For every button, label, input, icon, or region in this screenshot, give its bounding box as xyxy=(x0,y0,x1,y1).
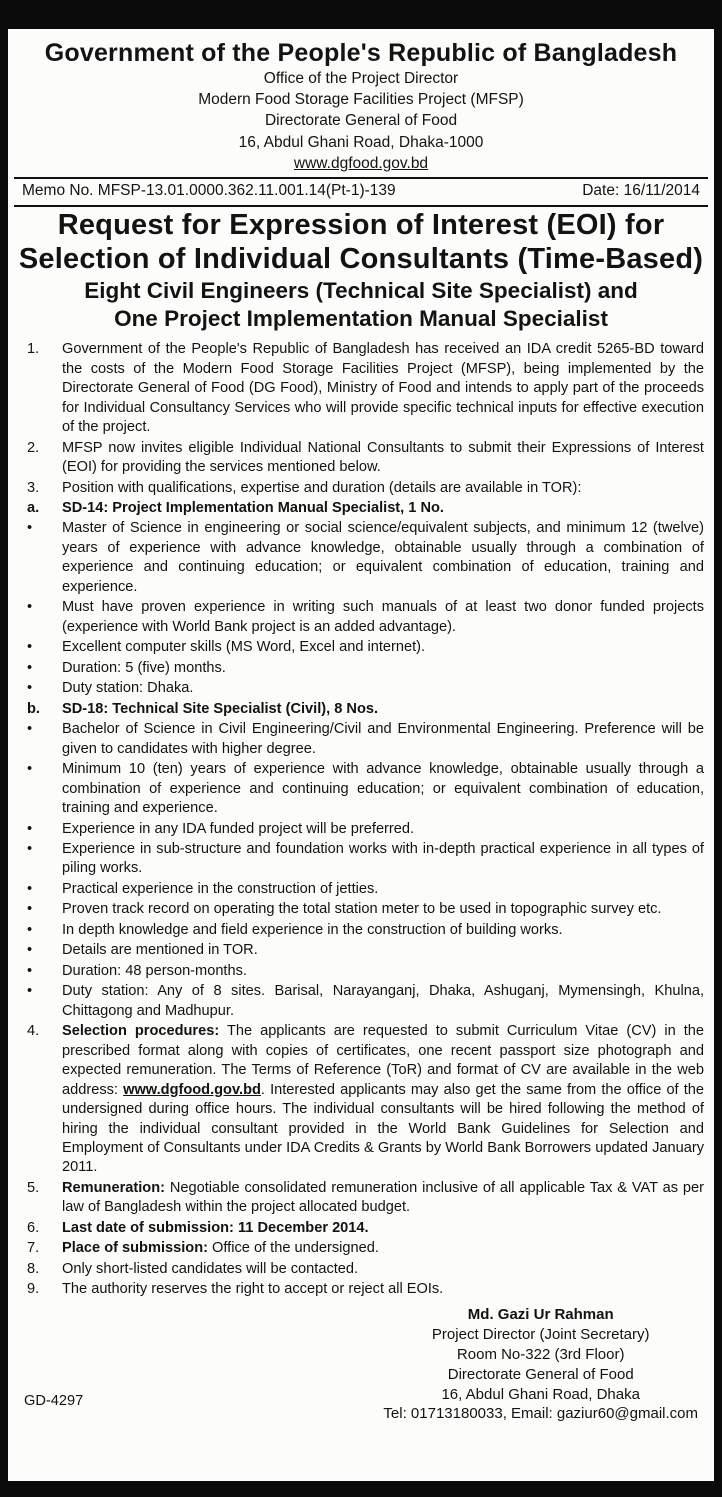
bottom-border-bar xyxy=(8,1481,714,1497)
list-item xyxy=(14,659,708,678)
signature-block xyxy=(383,1305,698,1425)
notice-title-line-1: Request for Expression of Interest (EOI) for xyxy=(57,209,665,242)
org-title: Government of the People's Republic of Bangladesh xyxy=(44,39,678,67)
list-item-text: Experience in any IDA funded project will be preferred. xyxy=(62,820,415,837)
list-item xyxy=(14,479,708,498)
signatory-room: Room No-322 (3rd Floor) xyxy=(456,1345,625,1363)
list-item-marker: • xyxy=(27,921,33,938)
list-item xyxy=(14,499,708,518)
notice-title-block xyxy=(14,209,708,333)
signatory-contact: Tel: 01713180033, Email: gaziur60@gmail.com xyxy=(383,1405,698,1423)
list-item-marker: 1. xyxy=(27,341,40,358)
list-item xyxy=(14,720,708,759)
header-website-link: www.dgfood.gov.bd xyxy=(293,154,429,172)
list-item-marker: • xyxy=(27,840,33,857)
signatory-directorate: Directorate General of Food xyxy=(447,1365,634,1383)
list-item xyxy=(14,1179,708,1218)
list-item xyxy=(14,598,708,637)
list-item-marker: 6. xyxy=(27,1219,40,1236)
list-item-text: SD-18: Technical Site Specialist (Civil), 8 Nos. xyxy=(62,700,379,717)
signatory-designation: Project Director (Joint Secretary) xyxy=(431,1325,650,1343)
list-item-marker: • xyxy=(27,962,33,979)
divider xyxy=(14,177,708,179)
list-item-text: MFSP now invites eligible Individual National Consultants to submit their Expressions of Interest (EOI) for providing the services mentioned below. xyxy=(62,439,704,476)
signatory-name: Md. Gazi Ur Rahman xyxy=(467,1305,614,1323)
list-item xyxy=(14,1260,708,1279)
list-item-text: Last date of submission: 11 December 2014. xyxy=(62,1219,369,1236)
list-item-text: Experience in sub-structure and foundation works with in-depth practical experience in all types of piling works. xyxy=(62,840,704,877)
list-item-text: Minimum 10 (ten) years of experience with advance knowledge, obtainable usually through a combination of experience and continuing education; or equivalent combination of education, training and experience. xyxy=(62,761,704,817)
list-item-text: Only short-listed candidates will be contacted. xyxy=(62,1260,359,1277)
list-item-marker: 7. xyxy=(27,1240,40,1257)
list-item-text: Selection procedures: The applicants are requested to submit Curriculum Vitae (CV) in the prescribed format along with copies of certificates, one recent passport size photograph and expected remuneration. The Terms of Reference (ToR) and format of CV are available in the web address: www.dgfood.gov.bd. Interested applicants may also get the same from the office of the undersigned during office hours. The individual consultants will be hired following the method of hiring the individual consultant provided in the World Bank Guidelines for Selection and Employment of Consultants under IDA Credits & Grants by World Bank Borrowers updated January 2011. xyxy=(62,1023,705,1176)
list-item-marker: • xyxy=(27,901,33,918)
memo-date: Date: 16/11/2014 xyxy=(582,182,700,200)
notice-title-line-2: Selection of Individual Consultants (Time-Based) xyxy=(18,243,704,276)
list-item-marker: 9. xyxy=(27,1281,40,1298)
list-item xyxy=(14,941,708,960)
list-item-text: SD-14: Project Implementation Manual Specialist, 1 No. xyxy=(62,500,444,517)
list-item-marker: • xyxy=(27,639,33,656)
signature-row xyxy=(14,1301,708,1425)
list-item-text: Master of Science in engineering or social science/equivalent subjects, and minimum 12 (twelve) years of experience with advance knowledge, obtainable usually through a combination of experience and continuing education; or equivalent combination of education, training and experience. xyxy=(62,520,704,595)
list-item-text: Proven track record on operating the total station meter to be used in topographic survey etc. xyxy=(62,901,662,918)
list-item xyxy=(14,760,708,818)
notice-subtitle-line-2: One Project Implementation Manual Specialist xyxy=(114,306,608,332)
list-item-marker: b. xyxy=(27,700,40,717)
list-item xyxy=(14,1280,708,1299)
list-item xyxy=(14,1239,708,1258)
header-project-line: Modern Food Storage Facilities Project (MFSP) xyxy=(198,91,524,109)
list-item-marker: 2. xyxy=(27,439,40,456)
divider xyxy=(14,205,708,207)
gd-code: GD-4297 xyxy=(24,1393,84,1410)
list-item-text: In depth knowledge and field experience in the construction of building works. xyxy=(62,921,563,938)
list-item-marker: • xyxy=(27,721,33,738)
list-item xyxy=(14,840,708,879)
list-item xyxy=(14,1219,708,1238)
list-item-marker: a. xyxy=(27,500,40,517)
list-item-marker: 4. xyxy=(27,1023,40,1040)
list-item xyxy=(14,900,708,919)
header-address-line: 16, Abdul Ghani Road, Dhaka-1000 xyxy=(238,133,484,151)
list-item-marker: • xyxy=(27,820,33,837)
list-item xyxy=(14,439,708,478)
list-item-marker: • xyxy=(27,659,33,676)
list-item-text: Remuneration: Negotiable consolidated remuneration inclusive of all applicable Tax & VAT as per law of Bangladesh within the project allocated budget. xyxy=(62,1179,704,1216)
list-item-marker: • xyxy=(27,983,33,1000)
list-item-text: Duty station: Any of 8 sites. Barisal, Narayanganj, Dhaka, Ashuganj, Mymensingh, Khulna, Chittagong and Madhupur. xyxy=(62,983,704,1019)
list-item xyxy=(14,638,708,657)
list-item-text: Practical experience in the construction of jetties. xyxy=(62,880,379,897)
list-item-text: The authority reserves the right to accept or reject all EOIs. xyxy=(62,1281,444,1298)
list-item-marker: 3. xyxy=(27,479,40,496)
list-item-marker: • xyxy=(27,942,33,959)
list-item xyxy=(14,340,708,437)
list-item xyxy=(14,921,708,940)
body-list xyxy=(14,340,708,1300)
list-item xyxy=(14,820,708,839)
list-item-text: Position with qualifications, expertise and duration (details are available in TOR): xyxy=(62,479,582,496)
list-item-marker: • xyxy=(27,680,33,697)
list-item xyxy=(14,880,708,899)
list-item-text: Government of the People's Republic of Bangladesh has received an IDA credit 5265-BD toward the costs of the Modern Food Storage Facilities Project (MFSP), being implemented by the Directorate General of Food (DG Food), Ministry of Food and intends to apply part of the proceeds for Individual Consultancy Services who will provide specific technical inputs for effective execution of the project. xyxy=(62,341,704,436)
header-office-line: Office of the Project Director xyxy=(263,70,459,87)
list-item xyxy=(14,679,708,698)
memo-row xyxy=(14,181,708,202)
list-item-marker: • xyxy=(27,880,33,897)
top-border-bar xyxy=(8,0,714,29)
list-item-marker: 8. xyxy=(27,1260,40,1277)
list-item-text: Duration: 5 (five) months. xyxy=(62,659,226,676)
notice-subtitle-line-1: Eight Civil Engineers (Technical Site Specialist) and xyxy=(84,278,638,304)
list-item-marker: • xyxy=(27,599,33,616)
memo-number: Memo No. MFSP-13.01.0000.362.11.001.14(Pt-1)-139 xyxy=(22,182,396,200)
signatory-address: 16, Abdul Ghani Road, Dhaka xyxy=(441,1385,640,1403)
header-directorate-line: Directorate General of Food xyxy=(264,112,458,130)
list-item xyxy=(14,1022,708,1178)
list-item xyxy=(14,519,708,597)
list-item-text: Must have proven experience in writing such manuals of at least two donor funded projects (experience with World Bank project is an added advantage). xyxy=(62,599,704,635)
list-item-text: Details are mentioned in TOR. xyxy=(62,942,258,959)
list-item xyxy=(14,700,708,719)
list-item-text: Duration: 48 person-months. xyxy=(62,962,247,979)
list-item-marker: • xyxy=(27,520,33,537)
list-item xyxy=(14,982,708,1021)
web-address-link: www.dgfood.gov.bd xyxy=(123,1081,261,1098)
list-item-text: Bachelor of Science in Civil Engineering/Civil and Environmental Engineering. Preference will be given to candidates with higher degree. xyxy=(62,721,704,757)
list-item-text: Place of submission: Office of the undersigned. xyxy=(62,1240,379,1257)
list-item-text: Duty station: Dhaka. xyxy=(62,680,194,697)
list-item-marker: • xyxy=(27,761,33,778)
list-item-marker: 5. xyxy=(27,1179,40,1196)
notice-content xyxy=(8,29,714,1481)
list-item xyxy=(14,962,708,981)
list-item-text: Excellent computer skills (MS Word, Excel and internet). xyxy=(62,639,426,656)
